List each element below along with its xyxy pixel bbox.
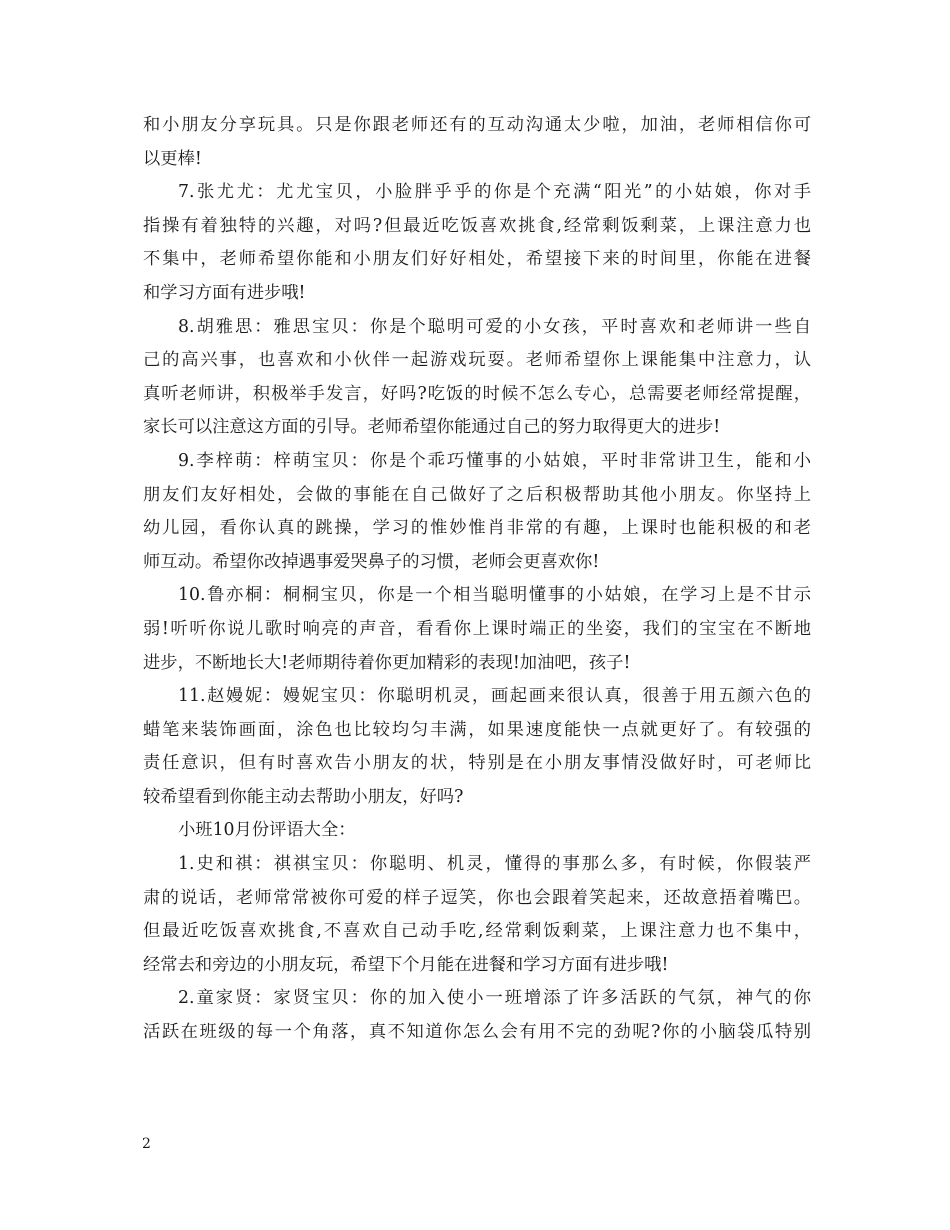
text-line: 己的高兴事，也喜欢和小伙伴一起游戏玩耍。老师希望你上课能集中注意力，认 — [143, 350, 811, 371]
text-line: 不集中，老师希望你能和小朋友们好好相处，希望接下来的时间里，你能在进餐 — [143, 249, 811, 270]
text-line: 和小朋友分享玩具。只是你跟老师还有的互动沟通太少啦，加油，老师相信你可 — [143, 115, 811, 135]
text-line: 朋友们友好相处，会做的事能在自己做好了之后积极帮助其他小朋友。你坚持上 — [143, 484, 811, 505]
text-line: 指操有着独特的兴趣，对吗?但最近吃饭喜欢挑食,经常剩饭剩菜，上课注意力也 — [143, 215, 811, 236]
text-line: 小班10月份评语大全： — [178, 820, 356, 841]
text-line: 家长可以注意这方面的引导。老师希望你能通过自己的努力取得更大的进步! — [143, 417, 721, 438]
text-line: 以更棒! — [143, 148, 202, 169]
text-line: 和学习方面有进步哦! — [143, 282, 306, 303]
text-line: 10.鲁亦桐：桐桐宝贝，你是一个相当聪明懂事的小姑娘，在学习上是不甘示 — [178, 585, 811, 606]
text-line: 2.童家贤：家贤宝贝：你的加入使小一班增添了许多活跃的气氛，神气的你 — [178, 988, 811, 1009]
text-line: 较希望看到你能主动去帮助小朋友，好吗? — [143, 786, 464, 807]
text-line: 11.赵嫚妮：嫚妮宝贝：你聪明机灵，画起画来很认真，很善于用五颜六色的 — [178, 686, 811, 707]
text-line: 9.李梓萌：梓萌宝贝：你是个乖巧懂事的小姑娘，平时非常讲卫生，能和小 — [178, 450, 811, 471]
text-line: 蜡笔来装饰画面，涂色也比较均匀丰满，如果速度能快一点就更好了。有较强的 — [143, 719, 811, 740]
text-line: 真听老师讲，积极举手发言，好吗?吃饭的时候不怎么专心，总需要老师经常提醒， — [143, 383, 811, 404]
text-line: 弱!听听你说儿歌时响亮的声音，看看你上课时端正的坐姿，我们的宝宝在不断地 — [143, 618, 811, 639]
page-number: 2 — [142, 1136, 151, 1152]
text-line: 活跃在班级的每一个角落，真不知道你怎么会有用不完的劲呢?你的小脑袋瓜特别 — [143, 1022, 811, 1043]
document-body — [143, 109, 811, 1050]
text-line: 7.张尤尤：尤尤宝贝，小脸胖乎乎的你是个充满“阳光”的小姑娘，你对手 — [178, 182, 811, 203]
text-line: 肃的说话，老师常常被你可爱的样子逗笑，你也会跟着笑起来，还故意捂着嘴巴。 — [143, 887, 811, 908]
text-line: 经常去和旁边的小朋友玩，希望下个月能在进餐和学习方面有进步哦! — [143, 954, 669, 975]
text-line: 幼儿园，看你认真的跳操，学习的惟妙惟肖非常的有趣，上课时也能积极的和老 — [143, 518, 811, 539]
text-line: 8.胡雅思：雅思宝贝：你是个聪明可爱的小女孩，平时喜欢和老师讲一些自 — [178, 316, 811, 337]
text-line: 责任意识，但有时喜欢告小朋友的状，特别是在小朋友事情没做好时，可老师比 — [143, 753, 811, 774]
text-line: 1.史和祺：祺祺宝贝：你聪明、机灵，懂得的事那么多，有时候，你假装严 — [178, 854, 811, 875]
text-line: 进步，不断地长大!老师期待着你更加精彩的表现!加油吧，孩子! — [143, 652, 631, 673]
text-line: 师互动。希望你改掉遇事爱哭鼻子的习惯，老师会更喜欢你! — [143, 551, 600, 572]
text-line: 但最近吃饭喜欢挑食,不喜欢自己动手吃,经常剩饭剩菜，上课注意力也不集中， — [143, 921, 811, 942]
